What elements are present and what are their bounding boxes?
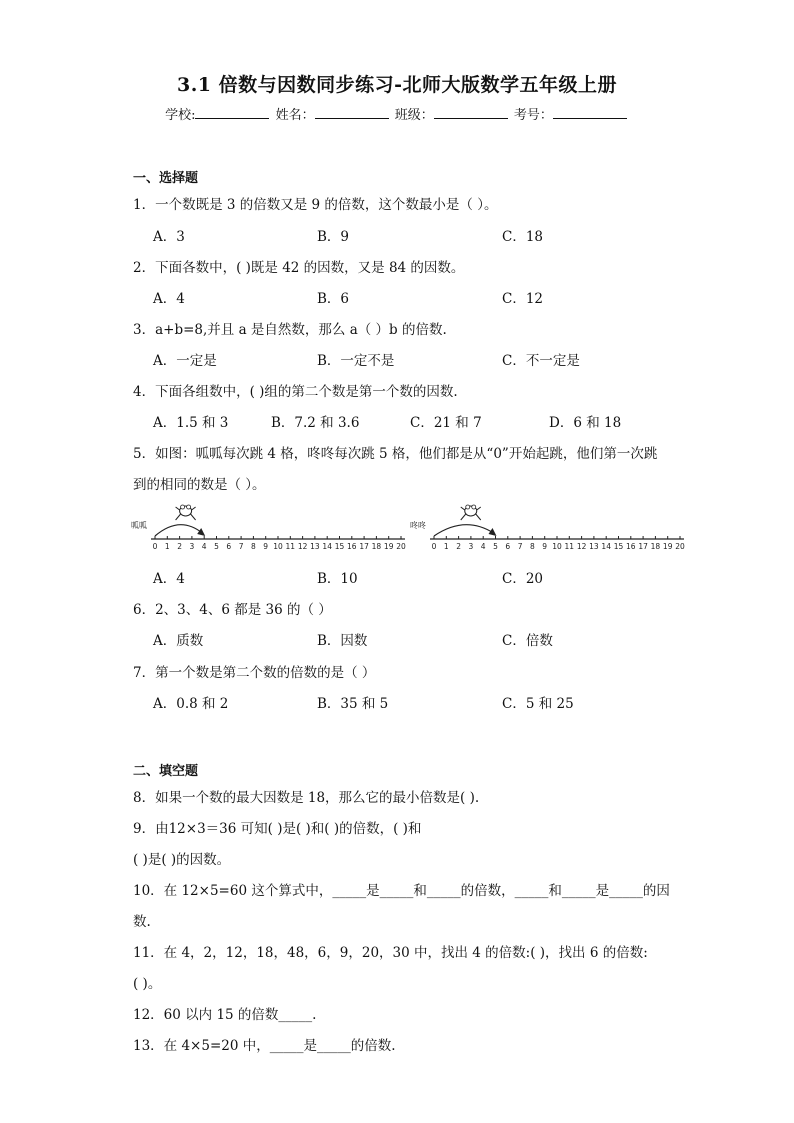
question-1: 1．一个数既是 3 的倍数又是 9 的倍数，这个数最小是（ ）。 [133, 197, 498, 213]
right-tick-label-13: 13 [589, 542, 599, 551]
right-tick-label-16: 16 [626, 542, 636, 551]
q2-option-c: C．12 [502, 291, 544, 307]
right-tick-label-14: 14 [601, 542, 611, 551]
left-tick-label-2: 2 [177, 542, 182, 551]
section-2-title: 二、填空题 [133, 764, 199, 779]
left-name-label: 呱呱 [131, 521, 147, 530]
left-tick-label-3: 3 [189, 542, 195, 551]
question-2: 2．下面各数中，( )既是 42 的因数，又是 84 的因数。 [133, 260, 465, 276]
right-tick-label-15: 15 [613, 542, 624, 551]
left-tick-label-20: 20 [396, 542, 406, 551]
right-tick-label-0: 0 [431, 542, 437, 551]
right-frog-icon [461, 505, 481, 520]
school-label: 学校: [165, 108, 196, 123]
left-frog-icon [176, 505, 196, 520]
question-8: 8．如果一个数的最大因数是 18，那么它的最小倍数是( ). [133, 790, 480, 806]
right-tick-label-11: 11 [564, 542, 575, 551]
left-tick-label-18: 18 [371, 542, 382, 551]
left-tick-label-19: 19 [383, 542, 394, 551]
right-tick-label-20: 20 [675, 542, 685, 551]
left-frog-eye-left [181, 505, 185, 509]
right-tick-label-1: 1 [443, 542, 449, 551]
right-tick-label-19: 19 [662, 542, 673, 551]
school-blank [195, 106, 269, 119]
q6-option-c: C．倍数 [502, 633, 553, 649]
question-9-line1: 9．由12×3＝36 可知( )是( )和( )的倍数，( )和 [133, 821, 422, 837]
right-frog-eye-right [472, 505, 476, 509]
q5-option-c: C．20 [502, 571, 544, 587]
left-tick-label-8: 8 [251, 542, 256, 551]
left-tick-label-12: 12 [297, 542, 308, 551]
left-tick-label-7: 7 [238, 542, 244, 551]
question-3: 3．a+b=8,并且 a 是自然数，那么 a（ ）b 的倍数. [133, 322, 447, 338]
q3-option-b: B．一定不是 [317, 353, 395, 369]
q6-option-a: A．质数 [153, 633, 204, 649]
name-label: 姓名： [275, 108, 315, 123]
right-tick-label-18: 18 [650, 542, 661, 551]
left-tick-label-6: 6 [226, 542, 232, 551]
left-tick-label-16: 16 [347, 542, 357, 551]
right-jump-arc [434, 525, 494, 536]
right-tick-label-10: 10 [552, 542, 562, 551]
right-arrow-head [489, 528, 497, 536]
q3-option-c: C．不一定是 [502, 353, 580, 369]
left-tick-label-13: 13 [310, 542, 320, 551]
number-line-figure [128, 497, 688, 557]
q1-option-c: C．18 [502, 229, 544, 245]
name-blank [315, 106, 389, 119]
q5-option-b: B．10 [317, 571, 358, 587]
q2-option-a: A．4 [153, 291, 185, 307]
left-jump-arc [155, 525, 202, 536]
class-label: 班级： [394, 108, 434, 123]
right-tick-label-4: 4 [480, 542, 486, 551]
q4-option-c: C．21 和 7 [410, 415, 482, 431]
page-title: 3.1 倍数与因数同步练习-北师大版数学五年级上册 [176, 74, 618, 96]
question-13: 13．在 4×5=20 中，_____是_____的倍数. [133, 1038, 396, 1054]
right-tick-label-2: 2 [456, 542, 461, 551]
question-7: 7．第一个数是第二个数的倍数的是（ ） [133, 665, 376, 681]
q4-option-b: B．7.2 和 3.6 [271, 415, 360, 431]
question-11-line2: ( )。 [133, 976, 162, 992]
number-line-left [131, 505, 406, 551]
q1-option-a: A．3 [153, 229, 185, 245]
left-tick-label-5: 5 [214, 542, 219, 551]
q2-option-b: B．6 [317, 291, 350, 307]
right-frog-eye-left [466, 505, 470, 509]
right-tick-label-5: 5 [493, 542, 498, 551]
class-blank [434, 106, 508, 119]
right-tick-label-17: 17 [638, 542, 648, 551]
question-11-line1: 11．在 4，2，12，18，48，6，9，20，30 中，找出 4 的倍数:( )，找出 6 的倍数: [133, 945, 648, 961]
right-tick-label-6: 6 [505, 542, 511, 551]
q7-option-b: B．35 和 5 [317, 696, 389, 712]
q5-option-a: A．4 [153, 571, 185, 587]
question-6: 6．2、3、4、6 都是 36 的（ ） [133, 602, 332, 618]
exam-blank [553, 106, 627, 119]
left-tick-label-9: 9 [263, 542, 269, 551]
question-12: 12．60 以内 15 的倍数_____. [133, 1007, 317, 1023]
q7-option-a: A．0.8 和 2 [153, 696, 229, 712]
exam-label: 考号： [513, 108, 553, 123]
section-1-title: 一、选择题 [133, 171, 199, 186]
q4-option-d: D．6 和 18 [549, 415, 622, 431]
left-arrow-head [197, 528, 205, 536]
student-info-line [0, 104, 794, 123]
left-tick-label-4: 4 [201, 542, 207, 551]
right-tick-label-9: 9 [542, 542, 548, 551]
left-tick-label-17: 17 [359, 542, 369, 551]
question-5-line1: 5．如图：呱呱每次跳 4 格，咚咚每次跳 5 格，他们都是从“0”开始起跳，他们第一次跳 [133, 446, 658, 462]
right-tick-label-3: 3 [468, 542, 474, 551]
question-10-line2: 数. [133, 914, 151, 930]
right-tick-label-8: 8 [530, 542, 535, 551]
q7-option-c: C．5 和 25 [502, 696, 574, 712]
right-tick-label-7: 7 [517, 542, 523, 551]
right-tick-label-12: 12 [576, 542, 587, 551]
q1-option-b: B．9 [317, 229, 350, 245]
right-name-label: 咚咚 [410, 521, 426, 530]
left-tick-label-0: 0 [152, 542, 158, 551]
left-tick-label-10: 10 [273, 542, 283, 551]
question-9-line2: ( )是( )的因数。 [133, 852, 231, 868]
question-10-line1: 10．在 12×5=60 这个算式中，_____是_____和_____的倍数，_____和_____是_____的因 [133, 883, 670, 899]
q3-option-a: A．一定是 [153, 353, 217, 369]
question-4: 4．下面各组数中，( )组的第二个数是第一个数的因数. [133, 384, 458, 400]
number-line-right [410, 505, 685, 551]
left-frog-eye-right [187, 505, 191, 509]
q6-option-b: B．因数 [317, 633, 368, 649]
left-tick-label-1: 1 [164, 542, 170, 551]
question-5-line2: 到的相同的数是（ ）。 [133, 477, 266, 493]
q4-option-a: A．1.5 和 3 [153, 415, 229, 431]
left-tick-label-14: 14 [322, 542, 332, 551]
left-tick-label-15: 15 [334, 542, 345, 551]
left-tick-label-11: 11 [285, 542, 296, 551]
